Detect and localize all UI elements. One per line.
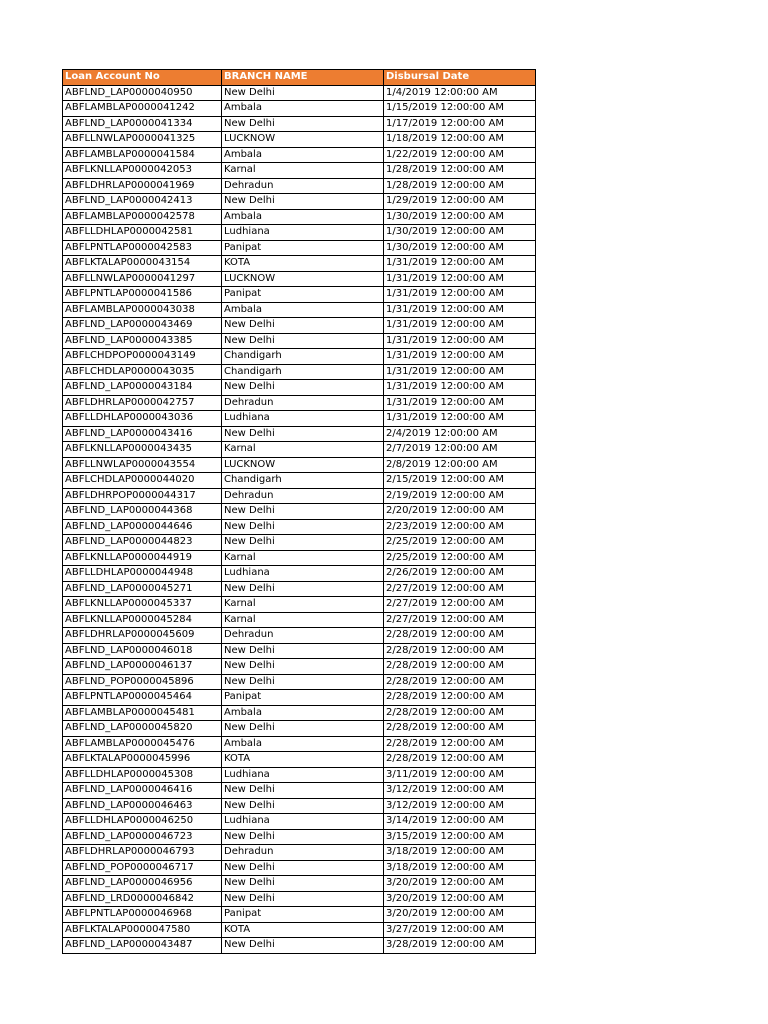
table-row [63,225,536,241]
disbursal-date-cell: 1/30/2019 12:00:00 AM [384,225,536,241]
disbursal-date-cell: 1/31/2019 12:00:00 AM [384,318,536,334]
disbursal-date-cell: 1/31/2019 12:00:00 AM [384,395,536,411]
disbursal-date-cell: 2/28/2019 12:00:00 AM [384,643,536,659]
disbursal-date-cell: 2/23/2019 12:00:00 AM [384,519,536,535]
loan-account-no-cell: ABFLND_LAP0000041334 [63,116,222,132]
loan-account-no-cell: ABFLND_LAP0000040950 [63,85,222,101]
table-row [63,767,536,783]
table-row [63,116,536,132]
loan-account-no-cell: ABFLLNWLAP0000041297 [63,271,222,287]
disbursal-date-cell: 1/28/2019 12:00:00 AM [384,163,536,179]
table-row [63,163,536,179]
table-row [63,674,536,690]
disbursal-date-cell: 2/28/2019 12:00:00 AM [384,674,536,690]
branch-name-cell: Dehradun [222,488,384,504]
branch-name-cell: Dehradun [222,628,384,644]
loan-account-no-cell: ABFLND_LAP0000043416 [63,426,222,442]
branch-name-cell: Chandigarh [222,473,384,489]
branch-name-cell: Panipat [222,690,384,706]
loan-account-no-cell: ABFLND_LAP0000046416 [63,783,222,799]
loan-account-no-cell: ABFLND_POP0000046717 [63,860,222,876]
branch-name-cell: New Delhi [222,426,384,442]
table-row [63,271,536,287]
table-row [63,829,536,845]
disbursal-date-cell: 1/31/2019 12:00:00 AM [384,333,536,349]
disbursal-date-cell: 2/27/2019 12:00:00 AM [384,612,536,628]
table-row [63,395,536,411]
table-row [63,922,536,938]
table-row [63,318,536,334]
disbursal-date-cell: 1/31/2019 12:00:00 AM [384,271,536,287]
loan-account-no-cell: ABFLKTALAP0000043154 [63,256,222,272]
disbursal-date-cell: 2/15/2019 12:00:00 AM [384,473,536,489]
disbursal-date-cell: 1/29/2019 12:00:00 AM [384,194,536,210]
loan-account-no-cell: ABFLAMBLAP0000041242 [63,101,222,117]
branch-name-cell: Ludhiana [222,225,384,241]
loan-account-no-cell: ABFLPNTLAP0000042583 [63,240,222,256]
loan-account-no-cell: ABFLKTALAP0000045996 [63,752,222,768]
disbursal-date-cell: 2/28/2019 12:00:00 AM [384,705,536,721]
disbursal-date-cell: 2/20/2019 12:00:00 AM [384,504,536,520]
table-row [63,845,536,861]
branch-name-cell: New Delhi [222,798,384,814]
disbursal-date-cell: 1/15/2019 12:00:00 AM [384,101,536,117]
disbursal-date-cell: 2/28/2019 12:00:00 AM [384,721,536,737]
table-row [63,752,536,768]
branch-name-cell: Chandigarh [222,364,384,380]
loan-account-no-cell: ABFLND_LAP0000046463 [63,798,222,814]
loan-account-no-cell: ABFLLDHLAP0000043036 [63,411,222,427]
disbursal-date-cell: 1/31/2019 12:00:00 AM [384,287,536,303]
loan-account-no-cell: ABFLKNLLAP0000045337 [63,597,222,613]
branch-name-cell: New Delhi [222,504,384,520]
table-row [63,736,536,752]
branch-name-cell: Ambala [222,101,384,117]
loan-account-no-cell: ABFLLDHLAP0000044948 [63,566,222,582]
loan-account-no-cell: ABFLND_LAP0000046723 [63,829,222,845]
table-row [63,612,536,628]
branch-name-cell: New Delhi [222,643,384,659]
header-row [63,70,536,86]
table-row [63,783,536,799]
loan-account-no-cell: ABFLPNTLAP0000046968 [63,907,222,923]
branch-name-cell: Panipat [222,287,384,303]
branch-name-cell: New Delhi [222,535,384,551]
table-row [63,876,536,892]
loan-account-no-cell: ABFLND_LAP0000043487 [63,938,222,954]
disbursal-date-cell: 2/28/2019 12:00:00 AM [384,659,536,675]
disbursal-date-cell: 1/31/2019 12:00:00 AM [384,349,536,365]
branch-name-cell: New Delhi [222,659,384,675]
branch-name-cell: Dehradun [222,845,384,861]
loan-disbursal-table [62,69,536,954]
disbursal-date-cell: 3/20/2019 12:00:00 AM [384,876,536,892]
disbursal-date-cell: 1/31/2019 12:00:00 AM [384,411,536,427]
disbursal-date-cell: 1/18/2019 12:00:00 AM [384,132,536,148]
disbursal-date-cell: 1/31/2019 12:00:00 AM [384,302,536,318]
loan-account-no-cell: ABFLPNTLAP0000045464 [63,690,222,706]
disbursal-date-cell: 2/4/2019 12:00:00 AM [384,426,536,442]
branch-name-cell: New Delhi [222,783,384,799]
loan-account-no-cell: ABFLDHRPOP0000044317 [63,488,222,504]
header-disbursal-date: Disbursal Date [384,70,536,86]
branch-name-cell: Karnal [222,550,384,566]
disbursal-date-cell: 2/7/2019 12:00:00 AM [384,442,536,458]
table-row [63,519,536,535]
table-row [63,256,536,272]
loan-account-no-cell: ABFLLDHLAP0000042581 [63,225,222,241]
loan-account-no-cell: ABFLND_LAP0000044823 [63,535,222,551]
loan-account-no-cell: ABFLCHDLAP0000044020 [63,473,222,489]
table-row [63,457,536,473]
branch-name-cell: Ludhiana [222,566,384,582]
table-row [63,473,536,489]
table-row [63,380,536,396]
loan-account-no-cell: ABFLLDHLAP0000045308 [63,767,222,783]
header-branch-name: BRANCH NAME [222,70,384,86]
disbursal-date-cell: 3/11/2019 12:00:00 AM [384,767,536,783]
header-loan-account-no: Loan Account No [63,70,222,86]
table-row [63,659,536,675]
disbursal-date-cell: 1/30/2019 12:00:00 AM [384,209,536,225]
loan-account-no-cell: ABFLND_LAP0000043184 [63,380,222,396]
table-row [63,364,536,380]
table-row [63,628,536,644]
branch-name-cell: Ambala [222,705,384,721]
disbursal-date-cell: 2/28/2019 12:00:00 AM [384,628,536,644]
loan-account-no-cell: ABFLKNLLAP0000044919 [63,550,222,566]
disbursal-date-cell: 3/20/2019 12:00:00 AM [384,891,536,907]
disbursal-date-cell: 2/25/2019 12:00:00 AM [384,535,536,551]
table-body [63,85,536,953]
branch-name-cell: Panipat [222,240,384,256]
branch-name-cell: Karnal [222,612,384,628]
disbursal-date-cell: 2/27/2019 12:00:00 AM [384,597,536,613]
branch-name-cell: Karnal [222,597,384,613]
table-row [63,690,536,706]
branch-name-cell: New Delhi [222,829,384,845]
branch-name-cell: Ludhiana [222,814,384,830]
disbursal-date-cell: 3/12/2019 12:00:00 AM [384,783,536,799]
table-row [63,426,536,442]
loan-account-no-cell: ABFLLDHLAP0000046250 [63,814,222,830]
disbursal-date-cell: 3/12/2019 12:00:00 AM [384,798,536,814]
branch-name-cell: New Delhi [222,938,384,954]
table-row [63,535,536,551]
branch-name-cell: New Delhi [222,860,384,876]
loan-account-no-cell: ABFLND_LAP0000046956 [63,876,222,892]
loan-account-no-cell: ABFLND_LAP0000046137 [63,659,222,675]
table-row [63,147,536,163]
disbursal-date-cell: 1/31/2019 12:00:00 AM [384,256,536,272]
table-row [63,194,536,210]
disbursal-date-cell: 2/28/2019 12:00:00 AM [384,690,536,706]
branch-name-cell: New Delhi [222,318,384,334]
disbursal-date-cell: 2/25/2019 12:00:00 AM [384,550,536,566]
table-row [63,581,536,597]
loan-account-no-cell: ABFLND_POP0000045896 [63,674,222,690]
branch-name-cell: Ambala [222,209,384,225]
branch-name-cell: Karnal [222,442,384,458]
loan-account-no-cell: ABFLND_LAP0000044646 [63,519,222,535]
disbursal-date-cell: 2/26/2019 12:00:00 AM [384,566,536,582]
branch-name-cell: Dehradun [222,395,384,411]
loan-account-no-cell: ABFLND_LAP0000046018 [63,643,222,659]
branch-name-cell: Karnal [222,163,384,179]
disbursal-date-cell: 3/27/2019 12:00:00 AM [384,922,536,938]
table-row [63,85,536,101]
branch-name-cell: Ambala [222,736,384,752]
loan-account-no-cell: ABFLCHDLAP0000043035 [63,364,222,380]
branch-name-cell: New Delhi [222,333,384,349]
disbursal-date-cell: 1/4/2019 12:00:00 AM [384,85,536,101]
loan-account-no-cell: ABFLCHDPOP0000043149 [63,349,222,365]
branch-name-cell: Ludhiana [222,411,384,427]
disbursal-date-cell: 2/28/2019 12:00:00 AM [384,752,536,768]
disbursal-date-cell: 3/20/2019 12:00:00 AM [384,907,536,923]
loan-account-no-cell: ABFLND_LAP0000043385 [63,333,222,349]
branch-name-cell: Ambala [222,147,384,163]
disbursal-date-cell: 1/31/2019 12:00:00 AM [384,380,536,396]
branch-name-cell: Chandigarh [222,349,384,365]
disbursal-date-cell: 2/8/2019 12:00:00 AM [384,457,536,473]
branch-name-cell: Dehradun [222,178,384,194]
loan-account-no-cell: ABFLDHRLAP0000041969 [63,178,222,194]
disbursal-date-cell: 2/28/2019 12:00:00 AM [384,736,536,752]
loan-account-no-cell: ABFLDHRLAP0000045609 [63,628,222,644]
loan-account-no-cell: ABFLKNLLAP0000045284 [63,612,222,628]
disbursal-date-cell: 2/27/2019 12:00:00 AM [384,581,536,597]
disbursal-date-cell: 1/17/2019 12:00:00 AM [384,116,536,132]
table-row [63,411,536,427]
loan-account-no-cell: ABFLPNTLAP0000041586 [63,287,222,303]
table-row [63,442,536,458]
table-row [63,798,536,814]
table-row [63,566,536,582]
branch-name-cell: New Delhi [222,380,384,396]
table-row [63,287,536,303]
disbursal-date-cell: 1/22/2019 12:00:00 AM [384,147,536,163]
branch-name-cell: New Delhi [222,519,384,535]
branch-name-cell: Ambala [222,302,384,318]
table-row [63,178,536,194]
branch-name-cell: Ludhiana [222,767,384,783]
loan-account-no-cell: ABFLAMBLAP0000045476 [63,736,222,752]
table-row [63,597,536,613]
table-row [63,349,536,365]
loan-account-no-cell: ABFLND_LRD0000046842 [63,891,222,907]
loan-account-no-cell: ABFLLNWLAP0000043554 [63,457,222,473]
table-row [63,333,536,349]
loan-account-no-cell: ABFLLNWLAP0000041325 [63,132,222,148]
branch-name-cell: New Delhi [222,721,384,737]
branch-name-cell: KOTA [222,256,384,272]
table-row [63,550,536,566]
table-header [63,70,536,86]
table-row [63,814,536,830]
disbursal-date-cell: 2/19/2019 12:00:00 AM [384,488,536,504]
loan-account-no-cell: ABFLDHRLAP0000046793 [63,845,222,861]
loan-account-no-cell: ABFLND_LAP0000044368 [63,504,222,520]
branch-name-cell: KOTA [222,922,384,938]
disbursal-date-cell: 3/18/2019 12:00:00 AM [384,860,536,876]
branch-name-cell: LUCKNOW [222,457,384,473]
loan-account-no-cell: ABFLND_LAP0000045271 [63,581,222,597]
disbursal-date-cell: 1/30/2019 12:00:00 AM [384,240,536,256]
table-row [63,907,536,923]
loan-account-no-cell: ABFLND_LAP0000045820 [63,721,222,737]
disbursal-date-cell: 1/31/2019 12:00:00 AM [384,364,536,380]
table-row [63,101,536,117]
disbursal-date-cell: 3/15/2019 12:00:00 AM [384,829,536,845]
table-row [63,209,536,225]
table-row [63,938,536,954]
table-row [63,891,536,907]
table-row [63,504,536,520]
disbursal-date-cell: 3/14/2019 12:00:00 AM [384,814,536,830]
branch-name-cell: New Delhi [222,876,384,892]
table-row [63,705,536,721]
loan-account-no-cell: ABFLND_LAP0000043469 [63,318,222,334]
branch-name-cell: New Delhi [222,116,384,132]
loan-account-no-cell: ABFLND_LAP0000042413 [63,194,222,210]
branch-name-cell: New Delhi [222,891,384,907]
table-row [63,721,536,737]
table-row [63,488,536,504]
loan-account-no-cell: ABFLAMBLAP0000043038 [63,302,222,318]
loan-account-no-cell: ABFLKNLLAP0000043435 [63,442,222,458]
branch-name-cell: New Delhi [222,674,384,690]
branch-name-cell: New Delhi [222,581,384,597]
loan-account-no-cell: ABFLAMBLAP0000042578 [63,209,222,225]
table-row [63,860,536,876]
disbursal-date-cell: 3/28/2019 12:00:00 AM [384,938,536,954]
table-row [63,302,536,318]
disbursal-date-cell: 3/18/2019 12:00:00 AM [384,845,536,861]
disbursal-date-cell: 1/28/2019 12:00:00 AM [384,178,536,194]
branch-name-cell: Panipat [222,907,384,923]
table-row [63,643,536,659]
loan-account-no-cell: ABFLKTALAP0000047580 [63,922,222,938]
table-row [63,240,536,256]
branch-name-cell: LUCKNOW [222,271,384,287]
branch-name-cell: LUCKNOW [222,132,384,148]
loan-account-no-cell: ABFLAMBLAP0000041584 [63,147,222,163]
loan-account-no-cell: ABFLAMBLAP0000045481 [63,705,222,721]
branch-name-cell: New Delhi [222,194,384,210]
loan-account-no-cell: ABFLKNLLAP0000042053 [63,163,222,179]
branch-name-cell: KOTA [222,752,384,768]
table-row [63,132,536,148]
loan-account-no-cell: ABFLDHRLAP0000042757 [63,395,222,411]
branch-name-cell: New Delhi [222,85,384,101]
